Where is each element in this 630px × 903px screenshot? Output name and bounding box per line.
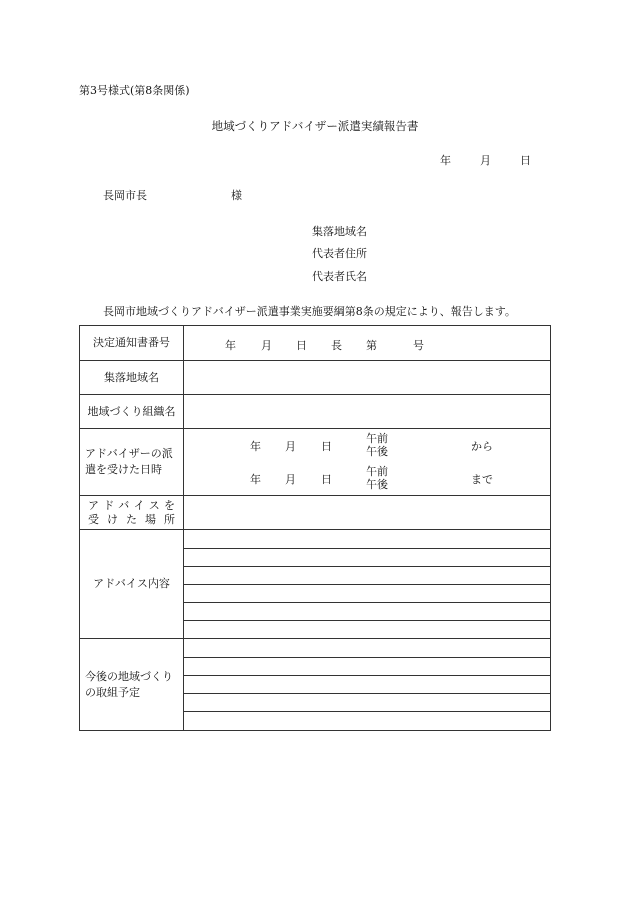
future-line[interactable] [184,658,550,676]
advice-line[interactable] [184,566,550,584]
applicant-address-label: 代表者住所 [312,247,367,260]
row-community [80,361,551,395]
organization-field[interactable] [184,395,551,429]
addressee-honorific: 様 [231,189,242,202]
organization-label: 地域づくり組織名 [80,395,184,429]
to-year: 年 [250,473,261,486]
document-title: 地域づくりアドバイザー派遣実績報告書 [211,119,419,133]
addressee-name: 長岡市長 [103,189,147,202]
row-organization [80,395,551,429]
from-am: 午前 [366,432,388,445]
date-day: 日 [520,154,531,167]
place-label-line1: アドバイスを [88,498,175,512]
report-table [79,325,551,731]
statement-text: 長岡市地域づくりアドバイザー派遣事業実施要綱第8条の規定により、報告します。 [103,305,516,318]
to-month: 月 [285,473,296,486]
date-year: 年 [440,154,451,167]
community-field[interactable] [184,361,551,395]
decision-cho: 長 [331,339,342,352]
row-dispatch-datetime [80,429,551,496]
advice-line[interactable] [184,584,550,602]
to-am: 午前 [366,465,388,478]
to-day: 日 [321,473,332,486]
future-plan-lines [184,640,550,729]
community-label: 集落地域名 [80,361,184,395]
advice-line[interactable] [184,602,550,620]
advice-line[interactable] [184,531,550,549]
decision-year: 年 [225,339,236,352]
advice-content-field[interactable] [184,530,551,639]
place-field[interactable] [184,496,551,530]
future-line[interactable] [184,640,550,658]
future-line[interactable] [184,694,550,712]
from-year: 年 [250,440,261,453]
applicant-name-label: 代表者氏名 [312,270,367,283]
dispatch-to-row [184,462,550,495]
row-advice-content [80,530,551,639]
future-plan-label: 今後の地域づくりの取組予定 [80,639,184,731]
dispatch-datetime-field[interactable] [184,429,551,496]
decision-day: 日 [296,339,307,352]
place-label-line2: 受けた場所 [88,512,175,526]
from-suffix: から [471,440,493,453]
decision-month: 月 [261,339,272,352]
decision-dai: 第 [366,339,377,352]
dispatch-from-row [184,429,550,462]
to-suffix: まで [471,473,493,486]
from-ampm [366,432,388,458]
from-day: 日 [321,440,332,453]
applicant-community-label: 集落地域名 [312,225,367,238]
future-plan-field[interactable] [184,639,551,731]
decision-go: 号 [413,339,424,352]
to-ampm [366,465,388,491]
row-decision-number [80,326,551,361]
date-line [440,152,531,168]
to-pm: 午後 [366,478,388,491]
decision-number-label: 決定通知書番号 [80,326,184,361]
advice-content-label: アドバイス内容 [80,530,184,639]
future-line[interactable] [184,676,550,694]
from-month: 月 [285,440,296,453]
advice-line[interactable] [184,548,550,566]
decision-number-field[interactable] [184,326,551,361]
future-line[interactable] [184,712,550,730]
row-future-plan [80,639,551,731]
advice-content-lines [184,531,550,638]
advice-line[interactable] [184,620,550,638]
row-place [80,496,551,530]
date-month: 月 [480,154,491,167]
form-number: 第3号様式(第8条関係) [79,84,190,97]
dispatch-datetime-label: アドバイザーの派遣を受けた日時 [80,429,184,496]
place-label [80,496,184,530]
from-pm: 午後 [366,445,388,458]
